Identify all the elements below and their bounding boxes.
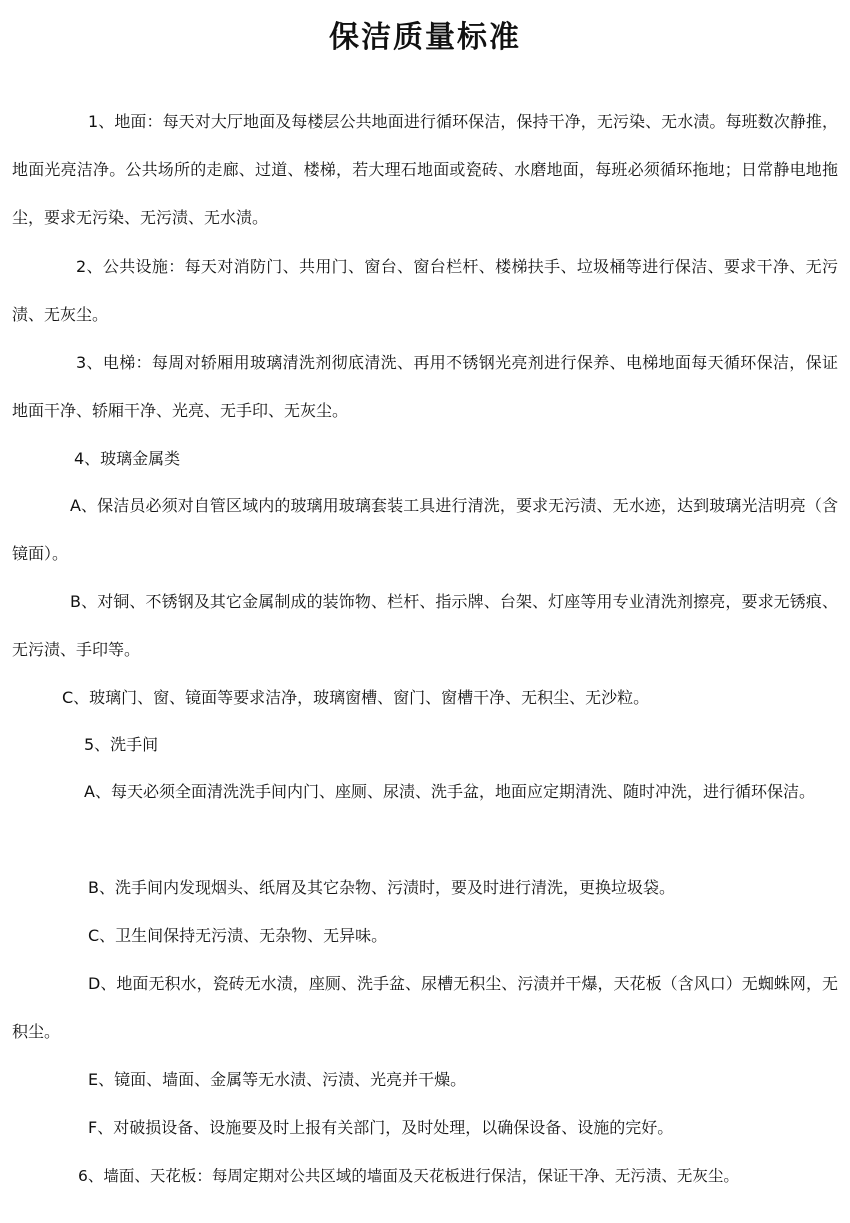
paragraph-washroom-d: D、地面无积水，瓷砖无水渍，座厕、洗手盆、尿槽无积尘、污渍并干爆，天花板（含风口）无蜘蛛网，无积尘。 <box>12 974 838 1041</box>
paragraph-washroom-e: E、镜面、墙面、金属等无水渍、污渍、光亮并干燥。 <box>88 1070 467 1089</box>
paragraph-glass-a: A、保洁员必须对自管区域内的玻璃用玻璃套装工具进行清洗，要求无污渍、无水迹，达到玻璃光洁明亮（含镜面）。 <box>12 496 838 563</box>
paragraph-floor: 1、地面：每天对大厅地面及每楼层公共地面进行循环保洁，保持干净，无污染、无水渍。每班数次静推，地面光亮洁净。公共场所的走廊、过道、楼梯，若大理石地面或瓷砖、水磨地面，每班必须循环拖地；日常静电地拖尘，要求无污染、无污渍、无水渍。 <box>12 112 838 227</box>
paragraph-glass-metal-heading: 4、玻璃金属类 <box>74 449 181 468</box>
paragraph-metal-b: B、对铜、不锈钢及其它金属制成的装饰物、栏杆、指示牌、台架、灯座等用专业清洗剂擦亮，要求无锈痕、无污渍、手印等。 <box>12 592 838 659</box>
paragraph-washroom-b: B、洗手间内发现烟头、纸屑及其它杂物、污渍时，要及时进行清洗，更换垃圾袋。 <box>88 878 675 897</box>
paragraph-washroom-a: A、每天必须全面清洗洗手间内门、座厕、尿渍、洗手盆，地面应定期清洗、随时冲洗，进行循环保洁。 <box>84 782 815 801</box>
paragraph-public-facilities: 2、公共设施：每天对消防门、共用门、窗台、窗台栏杆、楼梯扶手、垃圾桶等进行保洁、要求干净、无污渍、无灰尘。 <box>12 257 838 324</box>
page-title: 保洁质量标准 <box>329 20 521 55</box>
paragraph-washroom-f: F、对破损设备、设施要及时上报有关部门，及时处理，以确保设备、设施的完好。 <box>88 1118 674 1137</box>
paragraph-glass-c: C、玻璃门、窗、镜面等要求洁净，玻璃窗槽、窗门、窗槽干净、无积尘、无沙粒。 <box>62 688 650 707</box>
paragraph-wall-ceiling: 6、墙面、天花板：每周定期对公共区域的墙面及天花板进行保洁，保证干净、无污渍、无灰尘。 <box>78 1167 739 1185</box>
paragraph-washroom-heading: 5、洗手间 <box>84 735 159 754</box>
paragraph-elevator: 3、电梯：每周对轿厢用玻璃清洗剂彻底清洗、再用不锈钢光亮剂进行保养、电梯地面每天循环保洁，保证地面干净、轿厢干净、光亮、无手印、无灰尘。 <box>12 353 838 420</box>
paragraph-washroom-c: C、卫生间保持无污渍、无杂物、无异味。 <box>88 926 388 945</box>
